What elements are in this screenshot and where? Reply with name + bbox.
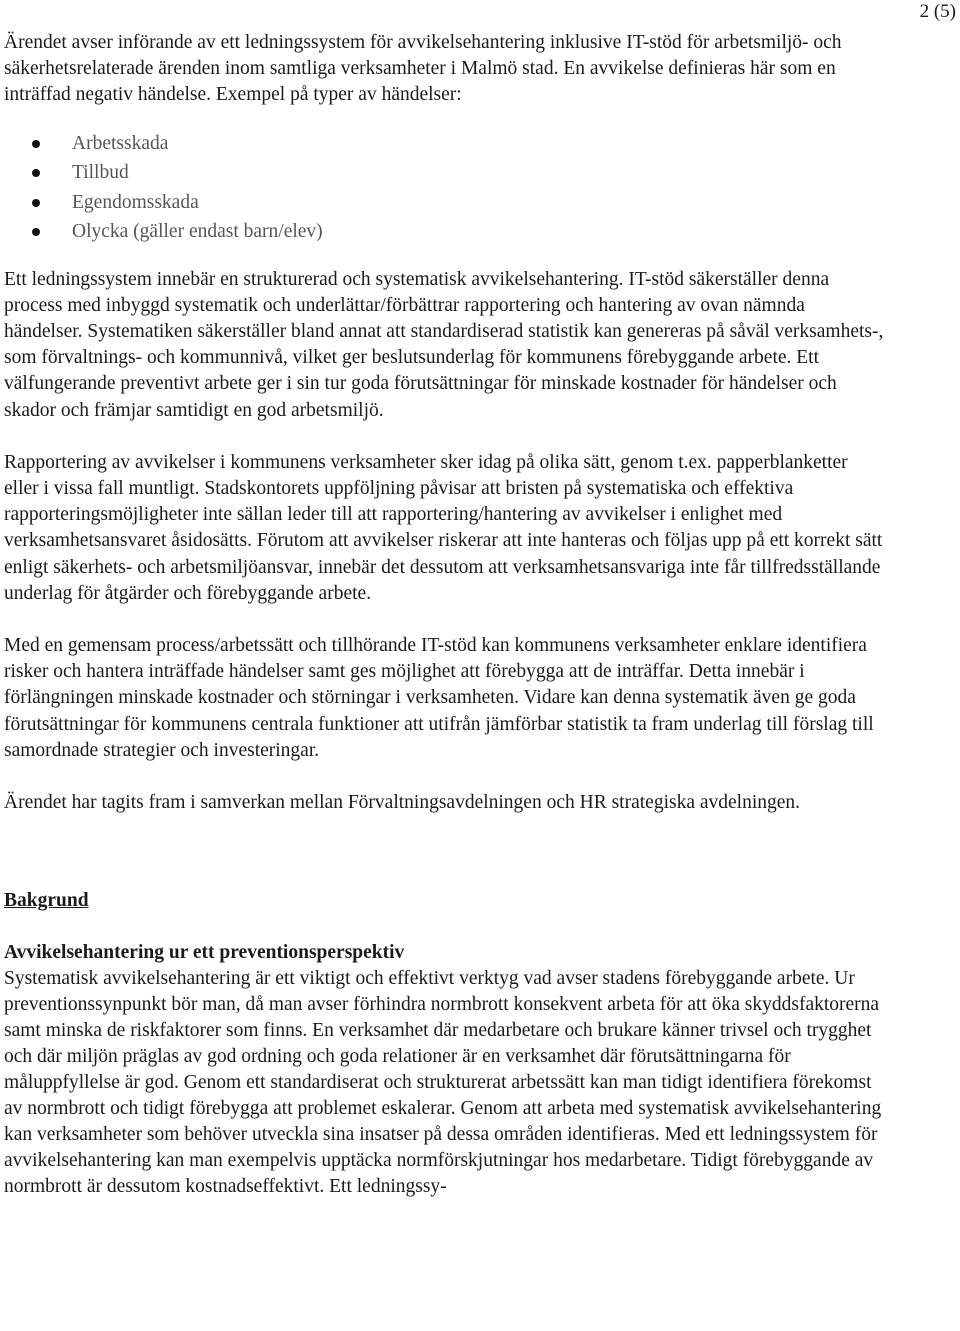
- list-item: [4, 217, 884, 247]
- paragraph-ledningssystem: Ett ledningssystem innebär en strukturerad och systematisk avvikelsehantering. IT-stöd säkerställer denna process med inbyggd systematik och underlättar/förbättrar rapportering och hantering av ovan nämnda händelser. Systematiken säkerställer bland annat att standardiserad statistik kan genereras på såväl verksamhets-, som förvaltnings- och kommunnivå, vilket ger beslutsunderlag för kommunens förebyggande arbete. Ett välfungerande preventivt arbete ger i sin tur goda förutsättningar för minskade kostnader för händelser och skador och främjar samtidigt en god arbetsmiljö.: [4, 268, 884, 421]
- list-item-label: Tillbud: [72, 162, 129, 184]
- section-heading: Bakgrund: [4, 890, 89, 912]
- list-item-label: Arbetsskada: [72, 132, 169, 154]
- bullet-icon: [32, 228, 40, 236]
- bullet-icon: [32, 140, 40, 148]
- paragraph-rapportering: Rapportering av avvikelser i kommunens verksamheter sker idag på olika sätt, genom t.ex. papperblanketter eller i vissa fall muntligt. Stadskontorets uppföljning påvisar att bristen på systematiska och effektiva rapporteringsmöjligheter inte sällan leder till att rapportering/hantering av avvikelser i enlighet med verksamhetsansvaret åsidosätts. Förutom att avvikelser riskerar att inte hanteras och följas upp på ett korrekt sätt enligt säkerhets- och arbetsmiljöansvar, innebär det dessutom att verksamhetsansvariga inte får tillfredsställande underlag för åtgärder och förebyggande arbete.: [4, 451, 883, 604]
- document-body: [4, 30, 884, 1200]
- paragraph-samverkan: Ärendet har tagits fram i samverkan mellan Förvaltningsavdelningen och HR strategiska avdelningen.: [4, 792, 801, 814]
- list-item: [4, 188, 884, 218]
- list-item: [4, 158, 884, 188]
- sub-heading: Avvikelsehantering ur ett preventionsperspektiv: [4, 942, 405, 964]
- section-spacer: [4, 842, 884, 888]
- intro-paragraph: Ärendet avser införande av ett ledningssystem för avvikelsehantering inklusive IT-stöd för arbetsmiljö- och säkerhetsrelaterade ärenden inom samtliga verksamheter i Malmö stad. En avvikelse definieras här som en inträffad negativ händelse. Exempel på typer av händelser:: [4, 32, 842, 106]
- bullet-icon: [32, 169, 40, 177]
- page-number: 2 (5): [919, 1, 956, 22]
- list-item-label: Egendomsskada: [72, 191, 199, 213]
- bullet-icon: [32, 199, 40, 207]
- paragraph-gemensam-process: Med en gemensam process/arbetssätt och tillhörande IT-stöd kan kommunens verksamheter enklare identifiera risker och hantera inträffade händelser samt ges möjlighet att förebygga att de inträffar. Detta innebär i förlängningen minskade kostnader och störningar i verksamheten. Vidare kan denna systematik även ge goda förutsättningar för kommunens centrala funktioner att utifrån jämförbar statistik ta fram underlag till förslag till samordnade strategier och investeringar.: [4, 635, 874, 761]
- event-type-list: [4, 129, 884, 247]
- section-body: Systematisk avvikelsehantering är ett viktigt och effektivt verktyg vad avser stadens förebyggande arbete. Ur preventionssynpunkt bör man, då man avser förhindra normbrott konsekvent arbeta för att öka skyddsfaktorerna samt minska de riskfaktorer som finns. En verksamhet där medarbetare och brukare känner trivsel och trygghet och där miljön präglas av god ordning och goda relationer är en verksamhet där förutsättningarna för måluppfyllelse är god. Genom ett standardiserat och strukturerat arbetssätt kan man tidigt identifiera förekomst av normbrott och tidigt förebygga att problemet eskalerar. Genom att arbeta med systematisk avvikelsehantering kan verksamheter som behöver utveckla sina insatser på dessa områden identifieras. Med ett ledningssystem för avvikelsehantering kan man exempelvis upptäcka normförskjutningar hos medarbetare. Tidigt förebyggande av normbrott är dessutom kostnadseffektivt. Ett ledningssy-: [4, 968, 882, 1198]
- list-item: [4, 129, 884, 159]
- list-item-label: Olycka (gäller endast barn/elev): [72, 221, 323, 243]
